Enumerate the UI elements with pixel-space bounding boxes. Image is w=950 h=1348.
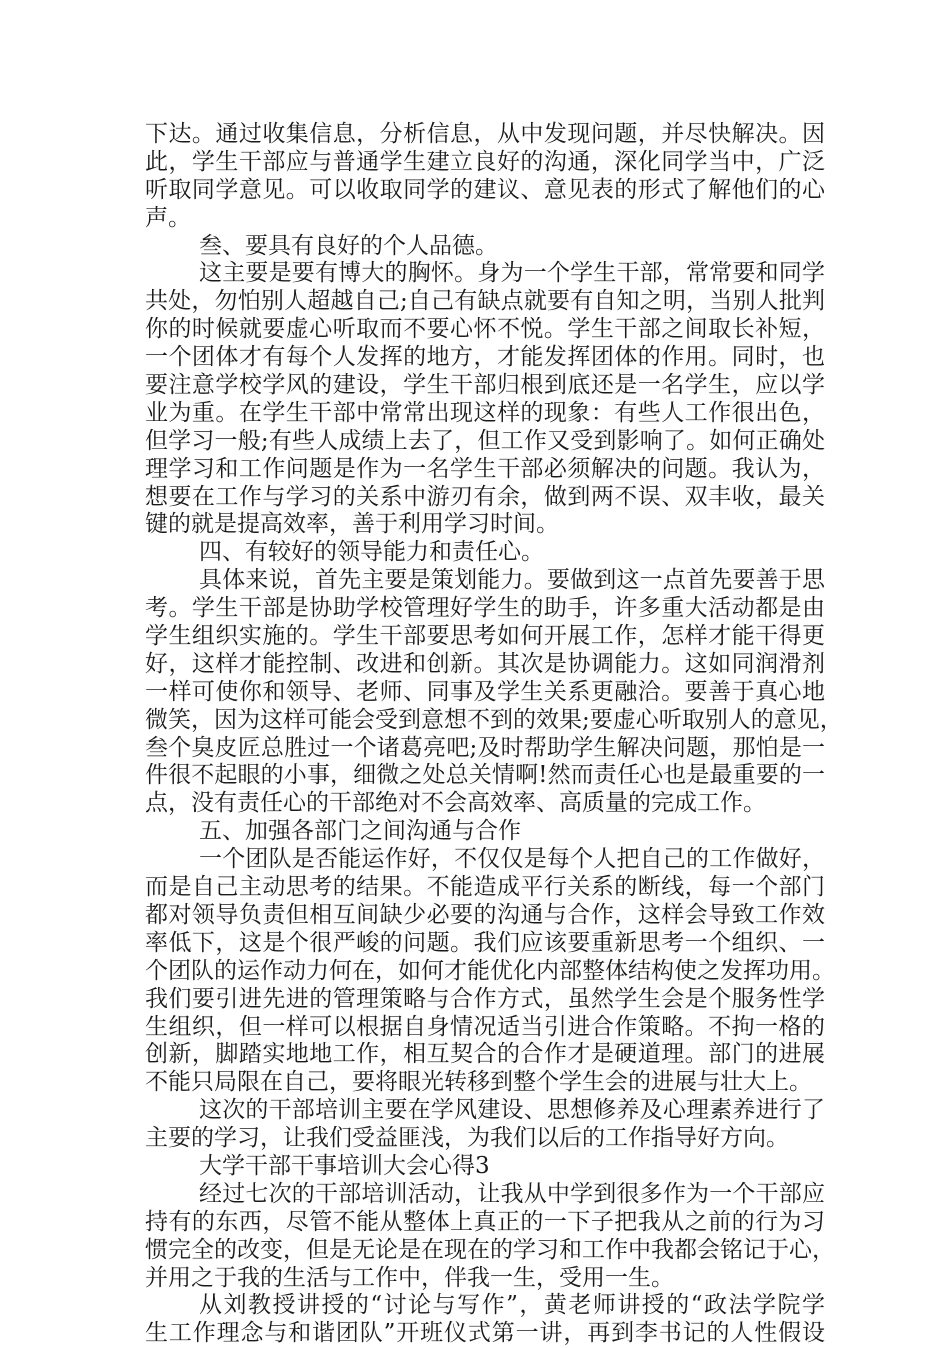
text-line: 五、加强各部门之间沟通与合作 — [199, 818, 521, 845]
text-line: 业为重。在学生干部中常常出现这样的现象：有些人工作很出色， — [145, 399, 825, 426]
text-line: 主要的学习，让我们受益匪浅，为我们以后的工作指导好方向。 — [145, 1125, 789, 1152]
text-line: 但学习一般;有些人成绩上去了，但工作又受到影响了。如何正确处 — [145, 427, 825, 454]
text-line: 微笑，因为这样可能会受到意想不到的效果;要虚心听取别人的意见， — [145, 706, 843, 733]
text-line: 具体来说，首先主要是策划能力。要做到这一点首先要善于思 — [199, 567, 825, 594]
text-line: 持有的东西，尽管不能从整体上真正的一下子把我从之前的行为习 — [145, 1208, 825, 1235]
text-line: 学生组织实施的。学生干部要思考如何开展工作，怎样才能干得更 — [145, 623, 825, 650]
text-line: 要注意学校学风的建设，学生干部归根到底还是一名学生，应以学 — [145, 372, 825, 399]
document-body — [145, 121, 843, 1348]
text-line: 点，没有责任心的干部绝对不会高效率、高质量的完成工作。 — [145, 790, 766, 817]
text-line: 个团队的运作动力何在，如何才能优化内部整体结构使之发挥功用。 — [145, 957, 835, 984]
text-line: 想要在工作与学习的关系中游刃有余，做到两不误、双丰收，最关 — [145, 483, 825, 510]
text-line: 下达。通过收集信息，分析信息，从中发现问题，并尽快解决。因 — [145, 121, 825, 147]
text-line: 好，这样才能控制、改进和创新。其次是协调能力。这如同润滑剂 — [145, 650, 825, 677]
text-line: 生工作理念与和谐团队”开班仪式第一讲，再到李书记的人性假设 — [145, 1320, 825, 1347]
text-line: 一样可使你和领导、老师、同事及学生关系更融洽。要善于真心地 — [145, 678, 825, 705]
text-line: 大学干部干事培训大会心得3 — [199, 1152, 490, 1179]
text-line: 不能只局限在自己，要将眼光转移到整个学生会的进展与壮大上。 — [145, 1069, 812, 1096]
text-line: 键的就是提高效率，善于利用学习时间。 — [145, 511, 559, 538]
text-line: 此，学生干部应与普通学生建立良好的沟通，深化同学当中，广泛 — [145, 148, 825, 175]
text-line: 从刘教授讲授的“讨论与写作”，黄老师讲授的“政法学院学 — [199, 1292, 825, 1319]
text-line: 这主要是要有博大的胸怀。身为一个学生干部，常常要和同学 — [199, 260, 825, 287]
text-line: 率低下，这是个很严峻的问题。我们应该要重新思考一个组织、一 — [145, 929, 825, 956]
text-line: 理学习和工作问题是作为一名学生干部必须解决的问题。我认为， — [145, 455, 825, 482]
text-line: 创新，脚踏实地地工作，相互契合的合作才是硬道理。部门的进展 — [145, 1041, 825, 1068]
text-line: 而是自己主动思考的结果。不能造成平行关系的断线，每一个部门 — [145, 874, 825, 901]
text-line: 并用之于我的生活与工作中，伴我一生，受用一生。 — [145, 1264, 674, 1291]
text-line: 听取同学意见。可以收取同学的建议、意见表的形式了解他们的心 — [145, 176, 825, 203]
text-line: 一个团体才有每个人发挥的地方，才能发挥团体的作用。同时，也 — [145, 344, 825, 371]
text-line: 我们要引进先进的管理策略与合作方式，虽然学生会是个服务性学 — [145, 985, 825, 1012]
text-line: 都对领导负责但相互间缺少必要的沟通与合作，这样会导致工作效 — [145, 901, 825, 928]
text-line: 经过七次的干部培训活动，让我从中学到很多作为一个干部应 — [199, 1180, 825, 1207]
text-line: 生组织，但一样可以根据自身情况适当引进合作策略。不拘一格的 — [145, 1013, 825, 1040]
text-line: 四、有较好的领导能力和责任心。 — [199, 539, 544, 566]
text-line: 声。 — [145, 204, 191, 231]
text-line: 惯完全的改变，但是无论是在现在的学习和工作中我都会铭记于心， — [145, 1236, 835, 1263]
text-line: 你的时候就要虚心听取而不要心怀不悦。学生干部之间取长补短， — [145, 316, 825, 343]
text-line: 件很不起眼的小事，细微之处总关情啊!然而责任心也是最重要的一 — [145, 762, 825, 789]
text-line: 一个团队是否能运作好，不仅仅是每个人把自己的工作做好， — [199, 846, 825, 873]
text-line: 叁、要具有良好的个人品德。 — [199, 232, 498, 259]
text-line: 这次的干部培训主要在学风建设、思想修养及心理素养进行了 — [199, 1097, 825, 1124]
text-line: 共处，勿怕别人超越自己;自己有缺点就要有自知之明，当别人批判 — [145, 288, 825, 315]
text-line: 叁个臭皮匠总胜过一个诸葛亮吧;及时帮助学生解决问题，那怕是一 — [145, 734, 825, 761]
text-line: 考。学生干部是协助学校管理好学生的助手，许多重大活动都是由 — [145, 595, 825, 622]
